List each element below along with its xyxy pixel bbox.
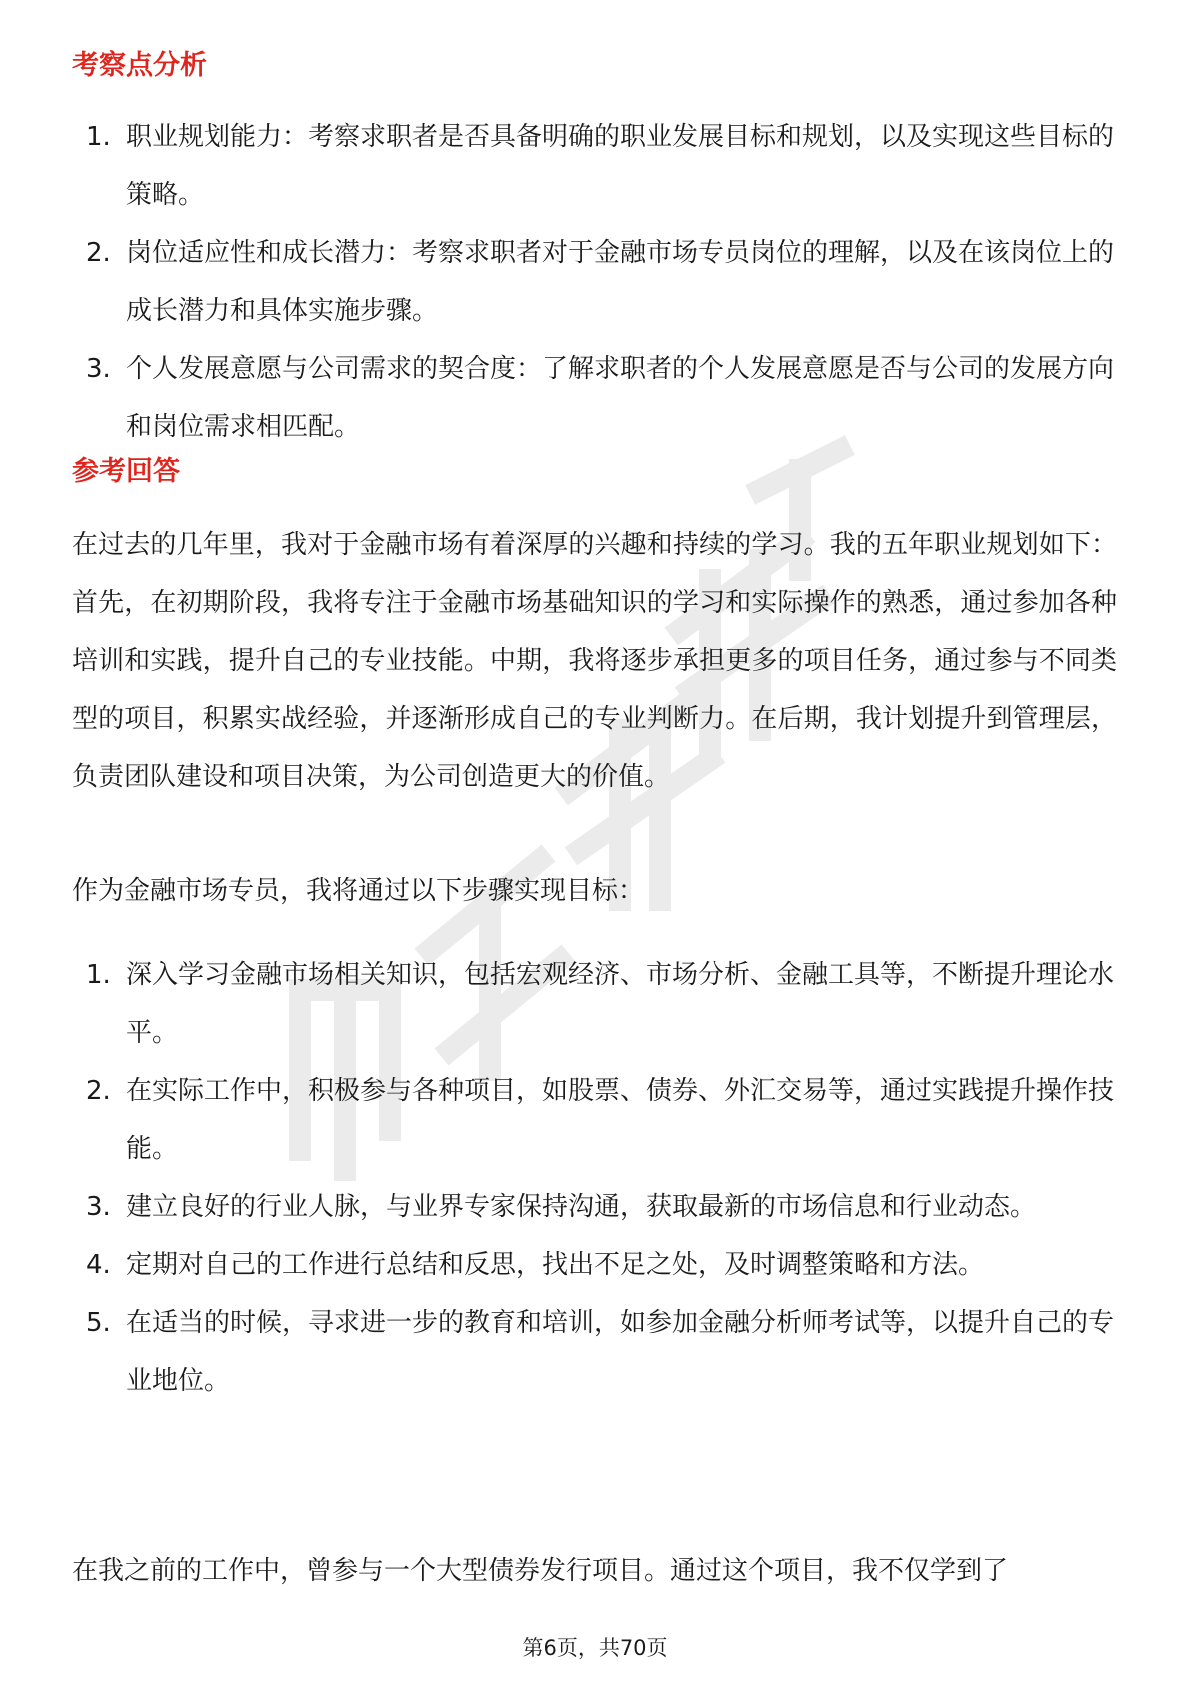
answer-paragraph-3: 在我之前的工作中，曾参与一个大型债券发行项目。通过这个项目，我不仅学到了 <box>72 1556 1009 1586</box>
page-number: 第6页，共70页 <box>522 1636 668 1660</box>
list-number: 1. <box>86 122 111 152</box>
list-item-text: 建立良好的行业人脉，与业界专家保持沟通，获取最新的市场信息和行业动态。 <box>126 1192 1037 1222</box>
list-item-text: 岗位适应性和成长潜力：考察求职者对于金融市场专员岗位的理解，以及在该岗位上的成长潜力和具体实施步骤。 <box>126 238 1115 326</box>
section-title-reference-answer: 参考回答 <box>72 456 180 487</box>
answer-paragraph-1: 在过去的几年里，我对于金融市场有着深厚的兴趣和持续的学习。我的五年职业规划如下：首先，在初期阶段，我将专注于金融市场基础知识的学习和实际操作的熟悉，通过参加各种培训和实践，提升自己的专业技能。中期，我将逐步承担更多的项目任务，通过参与不同类型的项目，积累实战经验，并逐渐形成自己的专业判断力。在后期，我计划提升到管理层，负责团队建设和项目决策，为公司创造更大的价值。 <box>72 530 1117 792</box>
list-item-text: 深入学习金融市场相关知识，包括宏观经济、市场分析、金融工具等，不断提升理论水平。 <box>126 960 1115 1048</box>
list-number: 1. <box>86 960 111 990</box>
answer-paragraph-2: 作为金融市场专员，我将通过以下步骤实现目标： <box>72 876 645 906</box>
list-number: 3. <box>86 1192 111 1222</box>
list-item <box>72 1294 1117 1410</box>
list-item <box>72 224 1117 340</box>
list-number: 4. <box>86 1250 111 1280</box>
list-item-text: 在实际工作中，积极参与各种项目，如股票、债券、外汇交易等，通过实践提升操作技能。 <box>126 1076 1115 1164</box>
list-item-text: 定期对自己的工作进行总结和反思，找出不足之处，及时调整策略和方法。 <box>126 1250 985 1280</box>
steps-list <box>72 946 1117 1410</box>
list-item <box>72 1178 1117 1236</box>
list-item-text: 在适当的时候，寻求进一步的教育和培训，如参加金融分析师考试等，以提升自己的专业地位。 <box>126 1308 1115 1396</box>
list-item <box>72 108 1117 224</box>
list-number: 3. <box>86 354 111 384</box>
list-item <box>72 946 1117 1062</box>
list-item <box>72 1236 1117 1294</box>
list-item-text: 个人发展意愿与公司需求的契合度：了解求职者的个人发展意愿是否与公司的发展方向和岗位需求相匹配。 <box>126 354 1115 442</box>
list-item-text: 职业规划能力：考察求职者是否具备明确的职业发展目标和规划，以及实现这些目标的策略。 <box>126 122 1115 210</box>
list-number: 2. <box>86 1076 111 1106</box>
list-item <box>72 340 1117 456</box>
list-item <box>72 1062 1117 1178</box>
list-number: 5. <box>86 1308 111 1338</box>
section-title-analysis: 考察点分析 <box>72 50 207 81</box>
list-number: 2. <box>86 238 111 268</box>
analysis-list <box>72 108 1117 456</box>
